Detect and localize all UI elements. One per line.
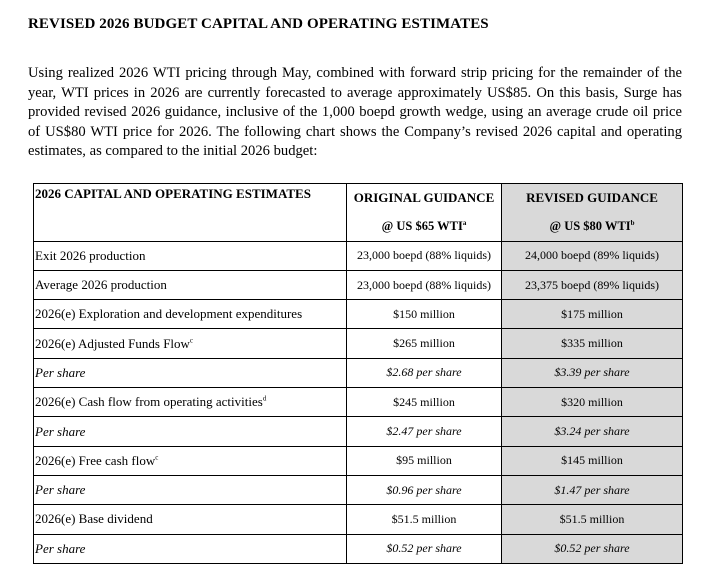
table-row: [34, 358, 683, 387]
row-footnote-marker: c: [155, 453, 159, 462]
revised-value: 24,000 boepd (89% liquids): [502, 241, 683, 270]
row-label-cell: [34, 475, 347, 504]
revised-guidance-subtitle: @ US $80 WTI: [549, 218, 631, 233]
row-label-cell: [34, 329, 347, 358]
table-row: [34, 388, 683, 417]
revised-value: $3.39 per share: [502, 358, 683, 387]
row-label-cell: [34, 417, 347, 446]
table-row: [34, 505, 683, 534]
original-value: $2.47 per share: [347, 417, 502, 446]
row-label-cell: [34, 300, 347, 329]
row-footnote-marker: c: [189, 336, 194, 345]
row-label: Exit 2026 production: [35, 247, 146, 263]
original-guidance-header: [347, 184, 502, 213]
row-footnote-marker: d: [262, 394, 267, 403]
revised-value: 23,375 boepd (89% liquids): [502, 270, 683, 299]
revised-value: $320 million: [502, 388, 683, 417]
revised-value: $335 million: [502, 329, 683, 358]
original-value: $95 million: [347, 446, 502, 475]
table-row: [34, 475, 683, 504]
row-label: 2026(e) Cash flow from operating activities: [35, 394, 263, 410]
table-row: [34, 300, 683, 329]
row-label-cell: [34, 534, 347, 563]
original-value: $245 million: [347, 388, 502, 417]
row-label-cell: [34, 505, 347, 534]
row-label: 2026(e) Free cash flow: [35, 452, 156, 468]
row-label: Per share: [35, 482, 86, 498]
row-label-cell: [34, 446, 347, 475]
original-value: $150 million: [347, 300, 502, 329]
row-label-cell: [34, 388, 347, 417]
row-label: 2026(e) Exploration and development expenditures: [35, 306, 303, 322]
row-label-cell: [34, 241, 347, 270]
row-label: Per share: [35, 540, 86, 556]
revised-guidance-title: REVISED GUIDANCE: [526, 190, 658, 206]
original-value: $2.68 per share: [347, 358, 502, 387]
section-heading: REVISED 2026 BUDGET CAPITAL AND OPERATING ESTIMATES: [28, 16, 489, 32]
row-label-cell: [34, 270, 347, 299]
table-row: [34, 534, 683, 563]
header-label-cell: [34, 184, 347, 242]
original-value: $265 million: [347, 329, 502, 358]
revised-value: $0.52 per share: [502, 534, 683, 563]
header-label: 2026 CAPITAL AND OPERATING ESTIMATES: [35, 186, 311, 201]
original-value: $0.52 per share: [347, 534, 502, 563]
revised-guidance-header: [502, 184, 683, 213]
revised-guidance-subheader: [502, 212, 683, 241]
table-header-row: [34, 184, 683, 213]
revised-value: $3.24 per share: [502, 417, 683, 446]
revised-footnote-marker: b: [630, 218, 635, 227]
table-row: [34, 270, 683, 299]
row-label-cell: [34, 358, 347, 387]
original-value: 23,000 boepd (88% liquids): [347, 241, 502, 270]
revised-value: $145 million: [502, 446, 683, 475]
table-row: [34, 417, 683, 446]
row-label: Average 2026 production: [35, 277, 167, 293]
estimates-table: [33, 183, 683, 564]
revised-value: $175 million: [502, 300, 683, 329]
row-label: 2026(e) Adjusted Funds Flow: [35, 335, 190, 351]
intro-paragraph: Using realized 2026 WTI pricing through May, combined with forward strip pricing for the remainder of the year, WTI prices in 2026 are currently forecasted to average approximately US$85. On this basis, Surge has provided revised 2026 guidance, inclusive of the 1,000 boepd growth wedge, using an average crude oil price of US$80 WTI price for 2026. The following chart shows the Company’s revised 2026 capital and operating estimates, as compared to the initial 2026 budget:: [28, 65, 682, 160]
original-value: $0.96 per share: [347, 475, 502, 504]
original-guidance-title: ORIGINAL GUIDANCE: [353, 190, 495, 206]
original-value: $51.5 million: [347, 505, 502, 534]
row-label: Per share: [35, 364, 86, 380]
original-guidance-subtitle: @ US $65 WTI: [381, 218, 463, 233]
revised-value: $1.47 per share: [502, 475, 683, 504]
revised-value: $51.5 million: [502, 505, 683, 534]
table-row: [34, 446, 683, 475]
original-footnote-marker: a: [462, 218, 467, 227]
table-row: [34, 329, 683, 358]
original-guidance-subheader: [347, 212, 502, 241]
table-row: [34, 241, 683, 270]
original-value: 23,000 boepd (88% liquids): [347, 270, 502, 299]
row-label: Per share: [35, 423, 86, 439]
row-label: 2026(e) Base dividend: [35, 511, 153, 527]
